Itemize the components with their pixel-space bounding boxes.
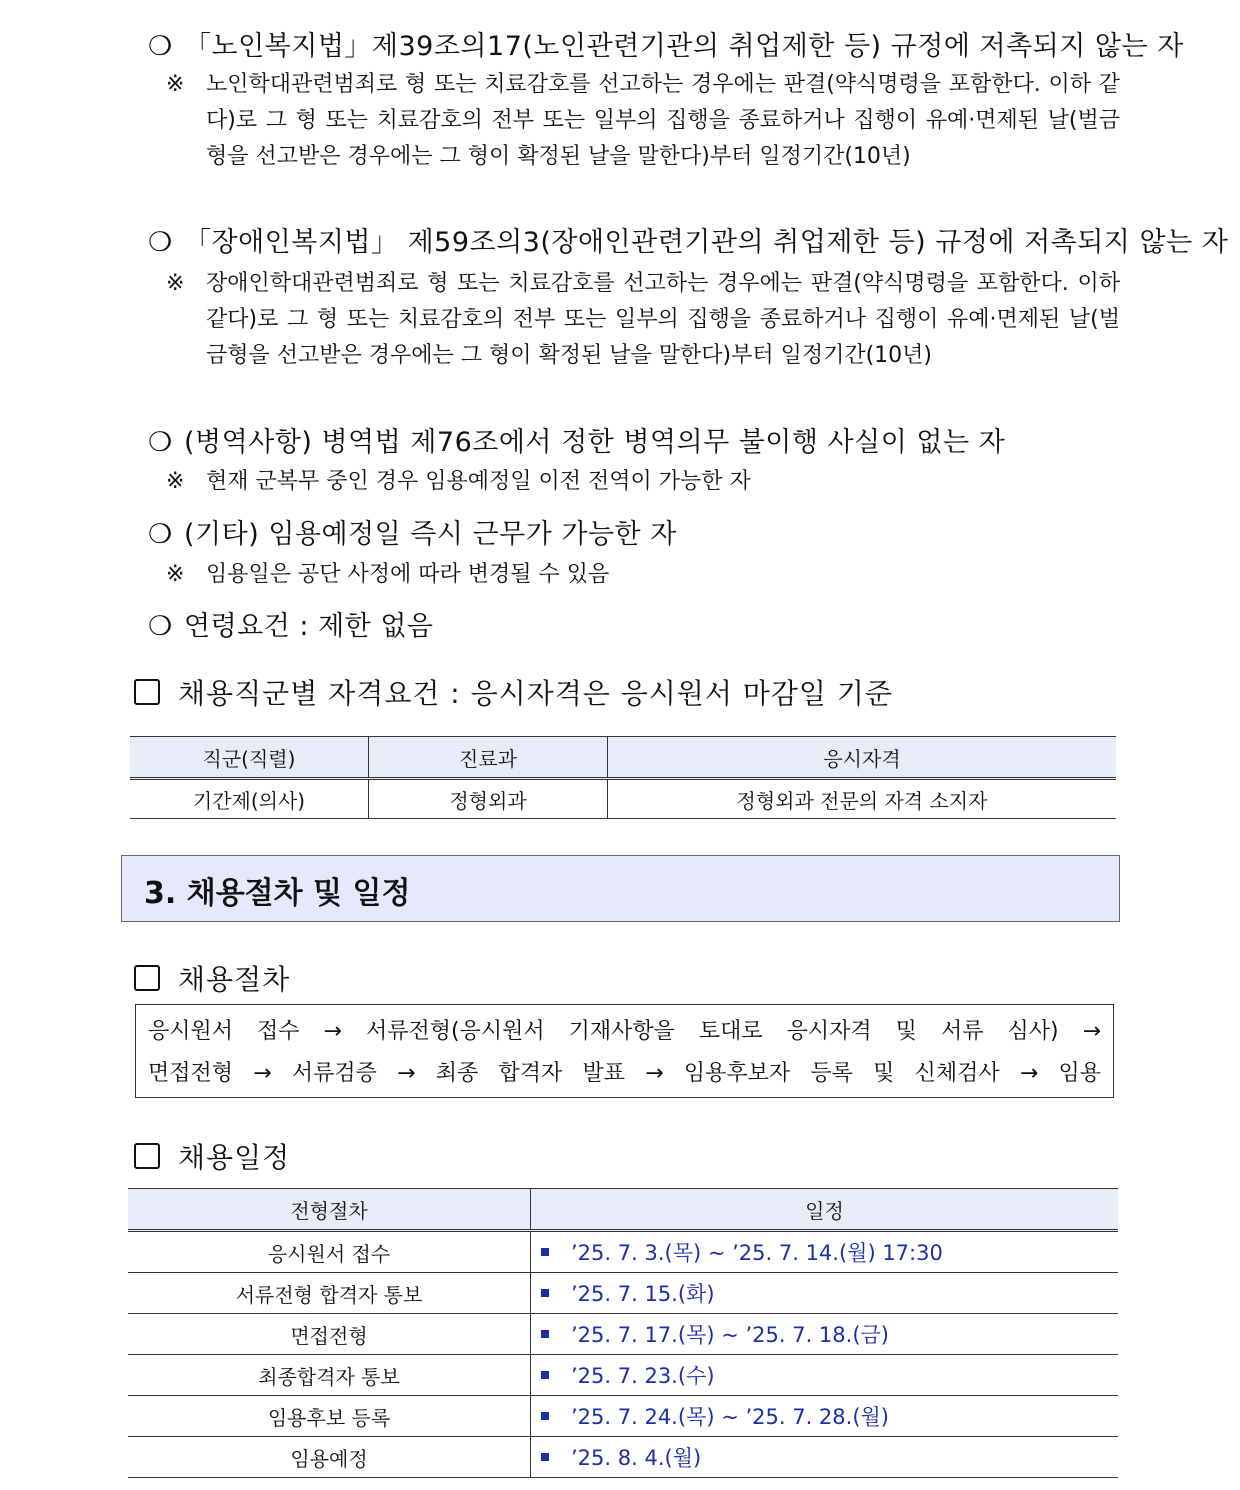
cell-step: 임용예정 (128, 1437, 531, 1478)
procedure-line-1: 응시원서 접수 → 서류전형(응시원서 기재사항을 토대로 응시자격 및 서류 심사) → (148, 1019, 1101, 1044)
procedure-line-2: 면접전형 → 서류검증 → 최종 합격자 발표 → 임용후보자 등록 및 신체검사 → 임용 (148, 1061, 1101, 1086)
circle-bullet-icon: ❍ (148, 427, 173, 458)
square-bullet-icon (541, 1330, 549, 1338)
circle-bullet-icon: ❍ (148, 31, 173, 62)
cell-date: ’25. 7. 23.(수) (531, 1355, 1119, 1396)
cell-step: 응시원서 접수 (128, 1231, 531, 1273)
table-row (128, 1396, 1118, 1437)
eligibility-item-military: ❍ (병역사항) 병역법 제76조에서 정한 병역의무 불이행 사실이 없는 자 (148, 427, 1006, 458)
eligibility-item-other: ❍ (기타) 임용예정일 즉시 근무가 가능한 자 (148, 519, 677, 550)
section-title: 3. 채용절차 및 일정 (144, 876, 411, 911)
header-step: 전형절차 (128, 1189, 531, 1231)
square-bullet-icon (541, 1371, 549, 1379)
note-elderly-abuse: ※ 노인학대관련범죄로 형 또는 치료감호를 선고하는 경우에는 판결(약식명령을 포함한다. 이하 같다)로 그 형 또는 치료감호의 전부 또는 일부의 집행을 종료하거나 집행이 유예·면제된 날(벌금형을 선고받은 경우에는 그 형이 확정된 날을 말한다)부터 일정기간(10년) (166, 67, 1120, 175)
table-row (128, 1437, 1118, 1478)
table-row (128, 1273, 1118, 1314)
cell-job-group: 기간제(의사) (192, 788, 306, 813)
square-bullet-icon (134, 679, 160, 705)
cell-date: ’25. 8. 4.(월) (531, 1437, 1119, 1478)
reference-mark-icon: ※ (166, 469, 185, 494)
table-row (130, 779, 1116, 819)
reference-mark-icon: ※ (166, 72, 185, 97)
table-header-row (128, 1189, 1118, 1231)
cell-department: 정형외과 (369, 779, 608, 819)
cell-step: 면접전형 (128, 1314, 531, 1355)
square-bullet-icon (541, 1412, 549, 1420)
reference-mark-icon: ※ (166, 271, 185, 296)
qualifications-heading: 채용직군별 자격요건 : 응시자격은 응시원서 마감일 기준 (134, 672, 893, 712)
procedure-heading: 채용절차 (134, 958, 290, 998)
section-header (121, 855, 1120, 922)
square-bullet-icon (134, 965, 160, 991)
circle-bullet-icon: ❍ (148, 227, 173, 258)
table-header-row (130, 737, 1116, 779)
cell-step: 최종합격자 통보 (128, 1355, 531, 1396)
square-bullet-icon (541, 1453, 549, 1461)
square-bullet-icon (134, 1143, 160, 1169)
table-row (128, 1355, 1118, 1396)
circle-bullet-icon: ❍ (148, 611, 173, 642)
eligibility-item-age: ❍ 연령요건 : 제한 없음 (148, 611, 434, 642)
header-qualification: 응시자격 (608, 737, 1117, 779)
note-disability-abuse: ※ 장애인학대관련범죄로 형 또는 치료감호를 선고하는 경우에는 판결(약식명령을 포함한다. 이하 같다)로 그 형 또는 치료감호의 전부 또는 일부의 집행을 종료하거나 집행이 유예·면제된 날(벌금형을 선고받은 경우에는 그 형이 확정된 날을 말한다)부터 일정기간(10년) (166, 266, 1120, 374)
cell-qualification: 정형외과 전문의 자격 소지자 (608, 779, 1117, 819)
square-bullet-icon (541, 1248, 549, 1256)
schedule-heading: 채용일정 (134, 1136, 290, 1176)
cell-date: ’25. 7. 24.(목) ~ ’25. 7. 28.(월) (531, 1396, 1119, 1437)
eligibility-item-elderly-welfare: ❍ 「노인복지법」제39조의17(노인관련기관의 취업제한 등) 규정에 저촉되지 않는 자 (148, 31, 1184, 62)
cell-date: ’25. 7. 17.(목) ~ ’25. 7. 18.(금) (531, 1314, 1119, 1355)
square-bullet-icon (541, 1289, 549, 1297)
table-row (128, 1231, 1118, 1273)
header-job-group: 직군(직렬) (130, 737, 369, 779)
cell-step: 서류전형 합격자 통보 (128, 1273, 531, 1314)
cell-date: ’25. 7. 3.(목) ~ ’25. 7. 14.(월) 17:30 (531, 1231, 1119, 1273)
schedule-table (128, 1188, 1118, 1478)
note-military: ※ 현재 군복무 중인 경우 임용예정일 이전 전역이 가능한 자 (166, 464, 1120, 500)
header-date: 일정 (531, 1189, 1119, 1231)
circle-bullet-icon: ❍ (148, 519, 173, 550)
cell-step: 임용후보 등록 (128, 1396, 531, 1437)
table-row (128, 1314, 1118, 1355)
note-appointment-date: ※ 임용일은 공단 사정에 따라 변경될 수 있음 (166, 557, 1120, 593)
header-department: 진료과 (369, 737, 608, 779)
procedure-box (135, 1004, 1114, 1098)
reference-mark-icon: ※ (166, 562, 185, 587)
eligibility-item-disability-welfare: ❍ 「장애인복지법」 제59조의3(장애인관련기관의 취업제한 등) 규정에 저촉되지 않는 자 (148, 227, 1229, 258)
cell-date: ’25. 7. 15.(화) (531, 1273, 1119, 1314)
qualifications-table (130, 736, 1116, 819)
